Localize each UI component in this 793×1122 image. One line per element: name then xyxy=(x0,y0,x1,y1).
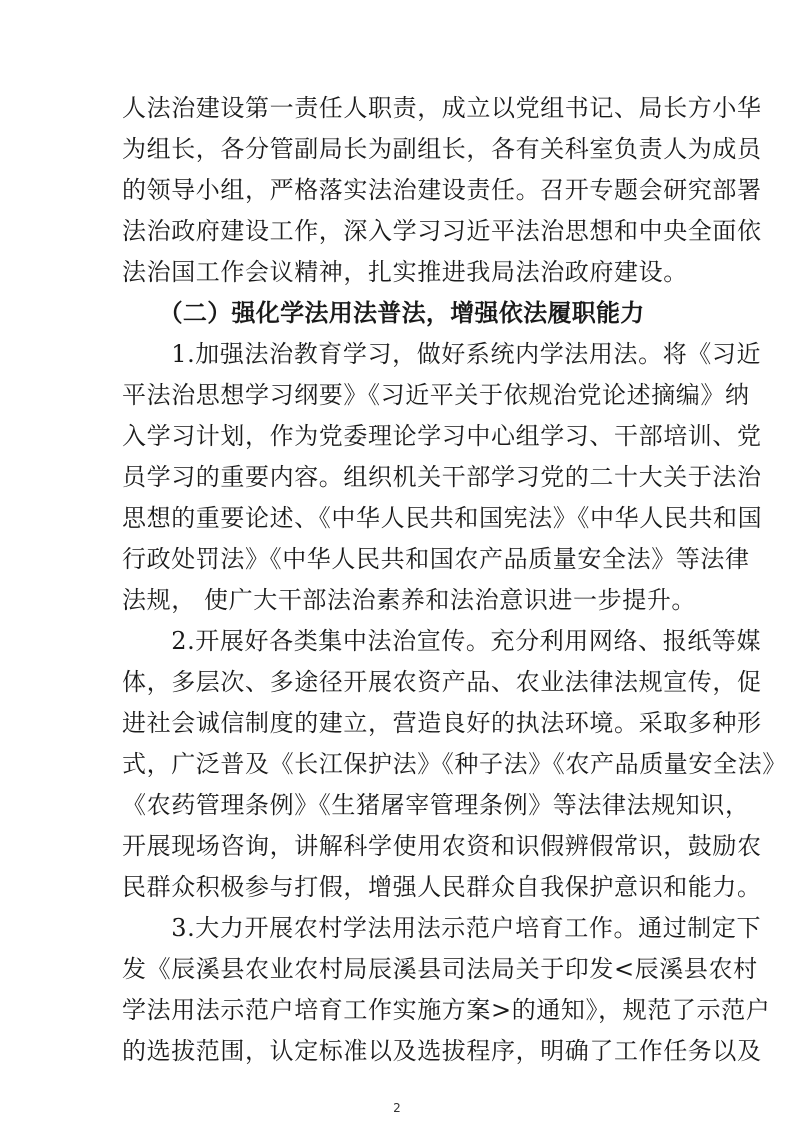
body-line: 的领导小组，严格落实法治建设责任。召开专题会研究部署 xyxy=(122,176,762,204)
body-line: 思想的重要论述、《中华人民共和国宪法》《中华人民共和国 xyxy=(122,504,763,532)
body-line: 体，多层次、多途径开展农资产品、农业法律法规宣传，促 xyxy=(122,668,762,696)
body-line: 入学习计划，作为党委理论学习中心组学习、干部培训、党 xyxy=(122,422,762,450)
body-line: 式，广泛普及《长江保护法》《种子法》《农产品质量安全法》 xyxy=(122,750,787,778)
section-heading: （二）强化学法用法普法，增强依法履职能力 xyxy=(122,299,645,327)
body-line: 1.加强法治教育学习，做好系统内学法用法。将《习近 xyxy=(122,340,762,368)
body-line: 进社会诚信制度的建立，营造良好的执法环境。采取多种形 xyxy=(122,709,762,737)
body-line: 法规， 使广大干部法治素养和法治意识进一步提升。 xyxy=(122,586,697,614)
body-line: 《农药管理条例》《生猪屠宰管理条例》等法律法规知识， xyxy=(122,791,750,819)
body-line: 发《辰溪县农业农村局辰溪县司法局关于印发<辰溪县农村 xyxy=(122,955,758,983)
body-line: 开展现场咨询，讲解科学使用农资和识假辨假常识，鼓励农 xyxy=(122,832,762,860)
body-line: 3.大力开展农村学法用法示范户培育工作。通过制定下 xyxy=(122,914,762,942)
body-line: 为组长，各分管副局长为副组长，各有关科室负责人为成员 xyxy=(122,135,762,163)
body-line: 民群众积极参与打假，增强人民群众自我保护意识和能力。 xyxy=(122,873,762,901)
body-line: 平法治思想学习纲要》《习近平关于依规治党论述摘编》纳 xyxy=(122,381,750,409)
body-line: 的选拔范围，认定标准以及选拔程序，明确了工作任务以及 xyxy=(122,1037,762,1065)
body-line: 2.开展好各类集中法治宣传。充分利用网络、报纸等媒 xyxy=(122,627,762,655)
body-line: 人法治建设第一责任人职责，成立以党组书记、局长方小华 xyxy=(122,94,762,122)
body-line: 员学习的重要内容。组织机关干部学习党的二十大关于法治 xyxy=(122,463,762,491)
body-line: 法治国工作会议精神，扎实推进我局法治政府建设。 xyxy=(122,258,688,286)
page-number: 2 xyxy=(393,1101,401,1115)
body-line: 学法用法示范户培育工作实施方案>的通知》，规范了示范户 xyxy=(122,996,771,1024)
body-line: 行政处罚法》《中华人民共和国农产品质量安全法》等法律 xyxy=(122,545,750,573)
body-line: 法治政府建设工作，深入学习习近平法治思想和中央全面依 xyxy=(122,217,762,245)
